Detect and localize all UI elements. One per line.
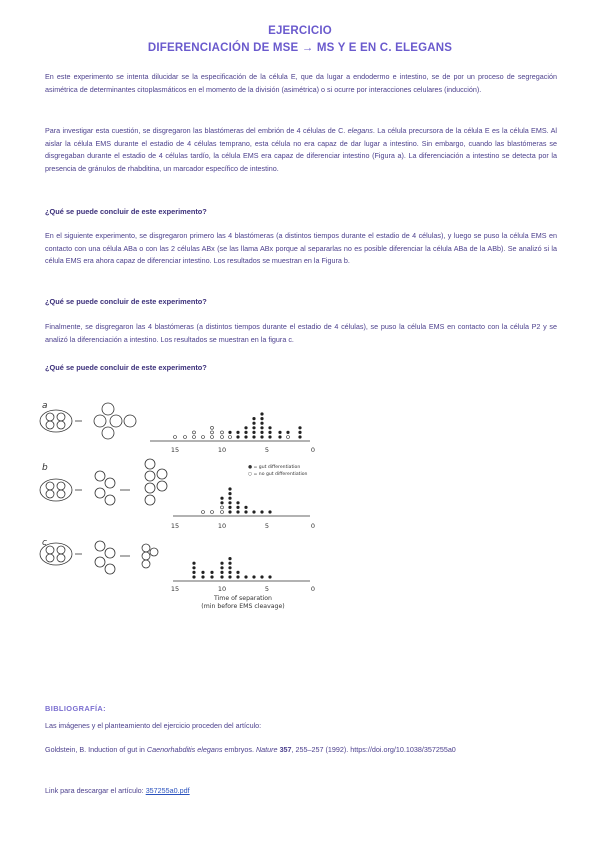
- dot-filled: [244, 575, 247, 578]
- dot-filled: [236, 435, 239, 438]
- dot-filled: [228, 510, 231, 513]
- dot-filled: [260, 422, 263, 425]
- dot-filled: [252, 417, 255, 420]
- dot-filled: [286, 431, 289, 434]
- dot-filled: [252, 510, 255, 513]
- reference-citation: [45, 744, 557, 757]
- x-axis-sublabel: (min before EMS cleavage): [201, 603, 285, 610]
- dot-filled: [236, 431, 239, 434]
- question-1: ¿Qué se puede concluir de este experimento?: [45, 207, 207, 216]
- dot-filled: [268, 510, 271, 513]
- question-2: ¿Qué se puede concluir de este experimento?: [45, 297, 207, 306]
- paragraph-experiment-a: [45, 125, 557, 175]
- tick-a-15: 15: [170, 446, 180, 454]
- dot-open: [221, 511, 224, 514]
- dot-open: [211, 436, 214, 439]
- dot-open: [211, 426, 214, 429]
- dot-filled: [201, 575, 204, 578]
- download-label: Link para descargar el artículo:: [45, 786, 146, 795]
- paragraph-experiment-c: Finalmente, se disgregaron las 4 blastómeras (a distintos tiempos durante el estadio de 4 células), se puso la célula EMS en contacto con la célula P2 y se analizó la diferenciación a intestino. Los resultados se muestran en la figura c.: [45, 322, 557, 344]
- dot-open: [211, 431, 214, 434]
- tick-a-5: 5: [264, 446, 270, 454]
- dot-filled: [252, 426, 255, 429]
- dot-filled: [236, 575, 239, 578]
- bibliography-intro: Las imágenes y el planteamiento del ejercicio proceden del artículo:: [45, 721, 262, 730]
- dot-filled: [228, 562, 231, 565]
- panel-a-label: a: [42, 401, 48, 411]
- dot-filled: [228, 501, 231, 504]
- x-axis-label: Time of separation: [214, 595, 272, 602]
- dot-filled: [278, 435, 281, 438]
- question-3: ¿Qué se puede concluir de este experimento?: [45, 363, 207, 372]
- dot-filled: [210, 575, 213, 578]
- dot-filled: [228, 487, 231, 490]
- dot-filled: [228, 506, 231, 509]
- panel-c-label: c: [42, 538, 47, 548]
- dot-filled: [192, 566, 195, 569]
- dot-filled: [252, 422, 255, 425]
- tick-c-15: 15: [170, 585, 180, 593]
- dot-open: [221, 436, 224, 439]
- tick-b-0: 0: [310, 522, 316, 530]
- dot-filled: [236, 501, 239, 504]
- dot-open: [287, 436, 290, 439]
- dot-filled: [220, 562, 223, 565]
- dot-filled: [210, 571, 213, 574]
- legend-filled: ● = gut differentiation: [248, 465, 301, 470]
- species-italic: elegans: [347, 126, 373, 135]
- download-pdf-link[interactable]: 357255a0.pdf: [145, 786, 190, 795]
- panel-b-label: b: [42, 463, 48, 473]
- dot-filled: [192, 575, 195, 578]
- dot-filled: [260, 435, 263, 438]
- dot-filled: [192, 562, 195, 565]
- dot-open: [221, 506, 224, 509]
- ref-journal: Nature: [255, 745, 278, 754]
- bibliography-heading: BIBLIOGRAFÍA:: [45, 704, 107, 713]
- ref-authors: Goldstein, B. Induction of gut in: [45, 745, 147, 754]
- dot-open: [193, 431, 196, 434]
- tick-b-5: 5: [264, 522, 270, 530]
- dot-filled: [236, 571, 239, 574]
- dot-filled: [244, 510, 247, 513]
- dot-open: [174, 436, 177, 439]
- dot-open: [184, 436, 187, 439]
- dot-filled: [228, 557, 231, 560]
- dot-filled: [260, 417, 263, 420]
- embryo-diagram-c: [40, 541, 158, 574]
- dot-filled: [228, 566, 231, 569]
- tick-c-5: 5: [264, 585, 270, 593]
- dot-filled: [220, 566, 223, 569]
- dot-filled: [228, 571, 231, 574]
- dot-filled: [220, 497, 223, 500]
- dot-open: [193, 436, 196, 439]
- dot-filled: [220, 501, 223, 504]
- embryo-diagram-b: [40, 459, 167, 505]
- dot-filled: [268, 426, 271, 429]
- dot-filled: [244, 435, 247, 438]
- dot-filled: [228, 431, 231, 434]
- dot-filled: [236, 510, 239, 513]
- dot-filled: [278, 431, 281, 434]
- ref-mid: embryos.: [222, 745, 256, 754]
- tick-c-10: 10: [217, 585, 227, 593]
- dot-filled: [268, 435, 271, 438]
- dot-filled: [268, 575, 271, 578]
- dot-filled: [298, 426, 301, 429]
- tick-a-0: 0: [310, 446, 316, 454]
- download-line: [45, 786, 190, 795]
- dot-filled: [228, 575, 231, 578]
- tick-c-0: 0: [310, 585, 316, 593]
- paragraph-a-start: Para investigar esta cuestión, se disgregaron las blastómeras del embrión de 4 células de C.: [45, 126, 348, 135]
- ref-tail: , 255–257 (1992). https://doi.org/10.1038/357255a0: [291, 745, 456, 754]
- dot-filled: [220, 571, 223, 574]
- dot-filled: [260, 426, 263, 429]
- dot-open: [202, 511, 205, 514]
- dot-open: [229, 436, 232, 439]
- dot-filled: [236, 506, 239, 509]
- dot-filled: [298, 431, 301, 434]
- dot-filled: [260, 431, 263, 434]
- dot-filled: [260, 412, 263, 415]
- page-title: EJERCICIO: [268, 25, 332, 37]
- dot-filled: [228, 492, 231, 495]
- paragraph-experiment-b: En el siguiente experimento, se disgregaron primero las 4 blastómeras (a distintos tiempos durante el estadio de 4 células), y luego se puso la célula EMS en contacto con una célula ABa o con las 2 células ABx (se las llama ABx porque al separarlas no es posible diferenciar la célula ABa de la ABb). Se analizó si la célula EMS era ahora capaz de diferenciar intestino. Los resultados se muestran en la Figura b.: [45, 231, 557, 266]
- dot-filled: [268, 431, 271, 434]
- dot-filled: [192, 571, 195, 574]
- tick-a-10: 10: [217, 446, 227, 454]
- paragraph-a-end: . La célula precursora de la célula E es la célula EMS. Al aislar la célula EMS durante el estadio de 4 células temprano, esta célula no era capaz de dar lugar a intestino. Sin embargo, cuando las blastómeras se disgregaban durante el estadio de 4 células tardío, la célula EMS era capaz de diferenciar intestino (Figura a). La diferenciación a intestino se detecta por la presencia de gránulos de rhabditina, un marcador específico de intestino.: [45, 126, 557, 173]
- dot-filled: [260, 510, 263, 513]
- dot-filled: [244, 431, 247, 434]
- dot-filled: [260, 575, 263, 578]
- paragraph-intro: En este experimento se intenta dilucidar se la especificación de la célula E, que da lugar a endodermo e intestino, se de por un proceso de segregación asimétrica de determinantes citoplasmáticos en el momento de la división (asimétrica) o si ocurre por interacciones celulares (inducción).: [45, 72, 557, 94]
- dot-filled: [244, 506, 247, 509]
- dot-open: [211, 511, 214, 514]
- dot-filled: [252, 435, 255, 438]
- page-subtitle: DIFERENCIACIÓN DE MSE → MS Y E EN C. ELEGANS: [147, 42, 453, 54]
- tick-b-10: 10: [217, 522, 227, 530]
- legend-open: ○ = no gut differentiation: [248, 472, 308, 477]
- dot-filled: [244, 426, 247, 429]
- dot-filled: [252, 431, 255, 434]
- dot-open: [202, 436, 205, 439]
- dot-open: [221, 431, 224, 434]
- dot-filled: [252, 575, 255, 578]
- dot-filled: [228, 497, 231, 500]
- dot-filled: [220, 575, 223, 578]
- dot-filled: [298, 435, 301, 438]
- dot-filled: [201, 571, 204, 574]
- tick-b-15: 15: [170, 522, 180, 530]
- experiment-figure: [38, 388, 320, 614]
- embryo-diagram-a: [40, 403, 136, 439]
- ref-species: Caenorhabditis elegans: [146, 745, 223, 754]
- ref-volume: 357: [279, 745, 292, 754]
